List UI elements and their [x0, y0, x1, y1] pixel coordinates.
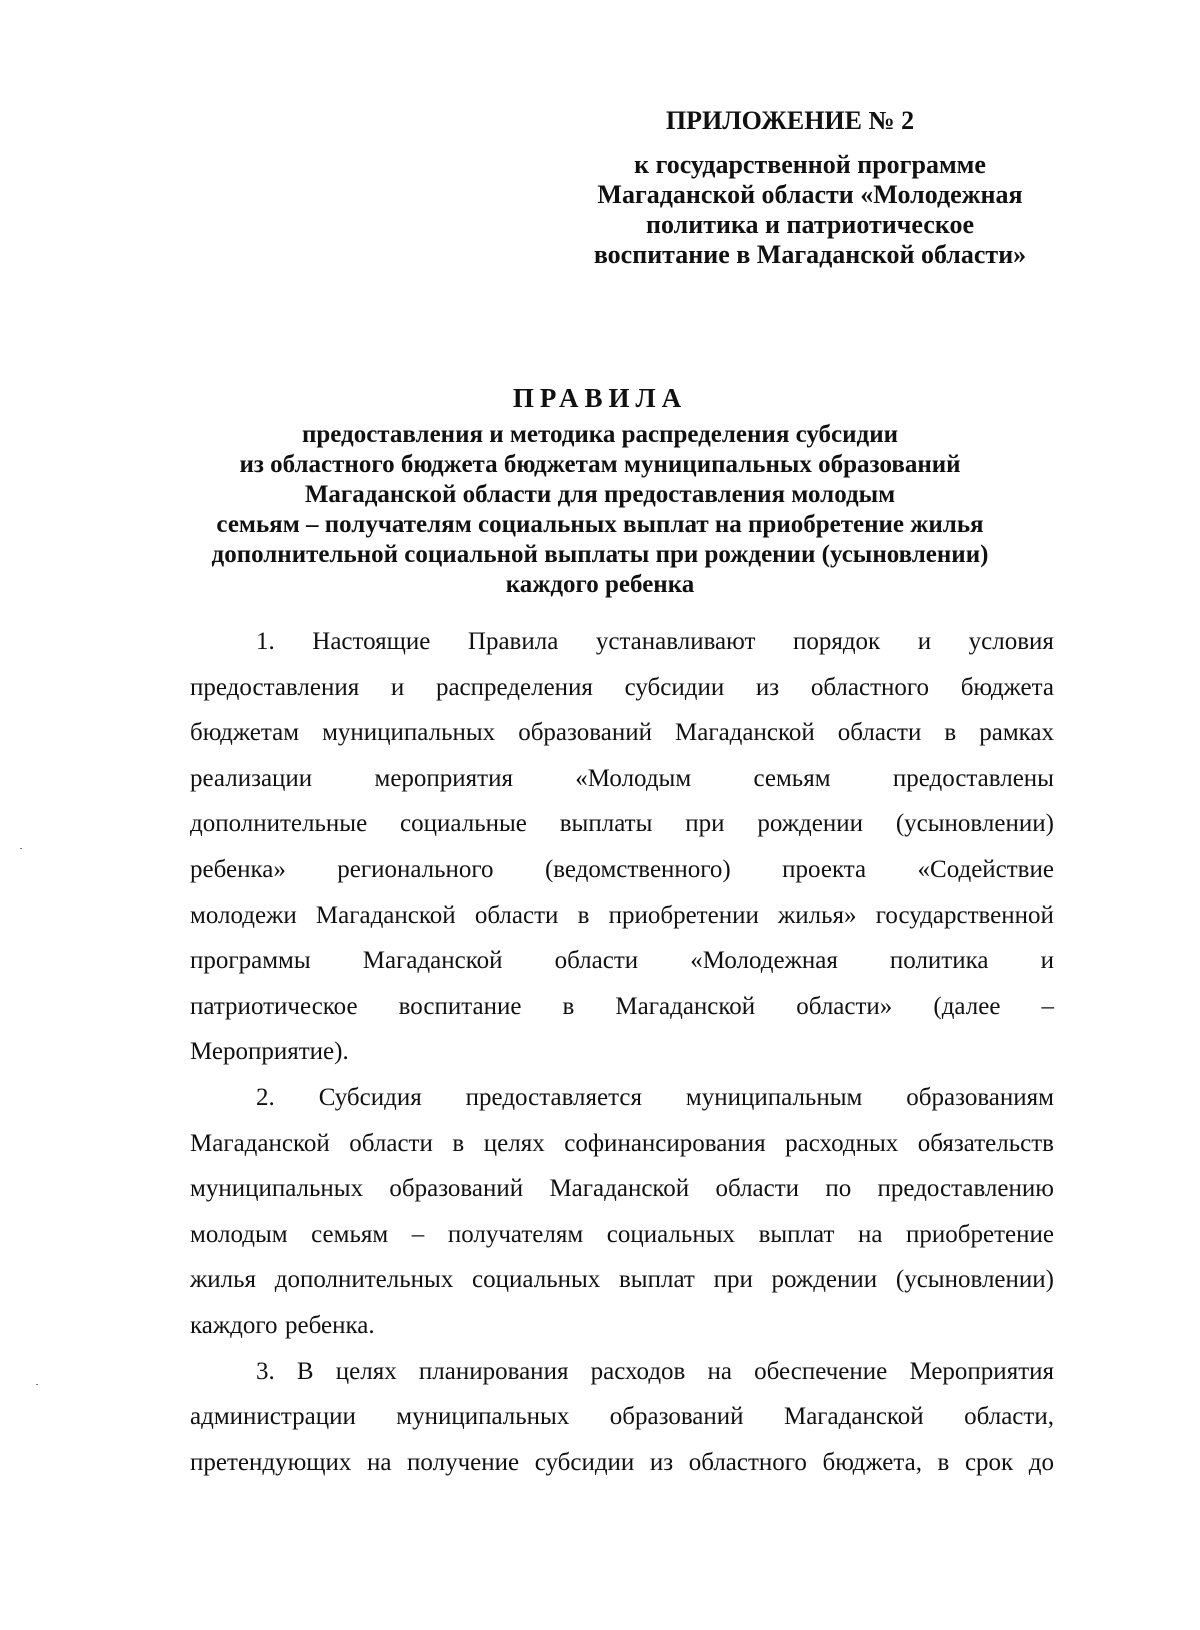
- paragraph: [190, 1349, 1054, 1486]
- body-text: [190, 619, 1054, 1485]
- paragraph-line: 2. Субсидия предоставляется муниципальным образованиям: [256, 1083, 1054, 1111]
- paragraph-line: предоставления и распределения субсидии из областного бюджета: [190, 673, 1054, 701]
- appendix-line: политика и патриотическое: [645, 210, 974, 239]
- scan-speck: [20, 848, 22, 849]
- appendix-header: [560, 106, 1060, 270]
- appendix-line: воспитание в Магаданской области»: [593, 240, 1027, 269]
- appendix-subtitle: [560, 150, 1060, 270]
- rules-subtitle-line: Магаданской области для предоставления молодым: [304, 481, 896, 508]
- paragraph-line: администрации муниципальных образований Магаданской области,: [190, 1403, 1054, 1431]
- paragraph-line: бюджетам муниципальных образований Магаданской области в рамках: [190, 719, 1054, 747]
- paragraph-line: дополнительные социальные выплаты при рождении (усыновлении): [190, 810, 1054, 838]
- paragraph-line: Мероприятие).: [190, 1038, 349, 1066]
- rules-subtitle-line: семьям – получателям социальных выплат на приобретение жилья: [216, 511, 984, 538]
- paragraph: [190, 619, 1054, 1075]
- paragraph-line: жилья дополнительных социальных выплат при рождении (усыновлении): [190, 1266, 1054, 1294]
- rules-subtitle-line: предоставления и методика распределения субсидии: [301, 421, 899, 448]
- paragraph-line: Магаданской области в целях софинансирования расходных обязательств: [190, 1129, 1054, 1157]
- paragraph-line: претендующих на получение субсидии из областного бюджета, в срок до: [190, 1448, 1054, 1476]
- rules-title: ПРАВИЛА: [512, 383, 688, 413]
- rules-heading: [160, 382, 1040, 600]
- paragraph-line: программы Магаданской области «Молодежная политика и: [190, 947, 1054, 975]
- paragraph: [190, 1075, 1054, 1349]
- paragraph-line: 3. В целях планирования расходов на обеспечение Мероприятия: [256, 1357, 1054, 1385]
- scan-speck: [36, 1384, 38, 1385]
- paragraph-line: муниципальных образований Магаданской области по предоставлению: [190, 1175, 1054, 1203]
- appendix-title: ПРИЛОЖЕНИЕ № 2: [665, 106, 915, 135]
- paragraph-line: 1. Настоящие Правила устанавливают порядок и условия: [256, 628, 1054, 655]
- paragraph-line: ребенка» регионального (ведомственного) проекта «Содействие: [190, 855, 1054, 883]
- paragraph-line: молодежи Магаданской области в приобретении жилья» государственной: [190, 901, 1054, 929]
- rules-subtitle-line: из областного бюджета бюджетам муниципальных образований: [239, 451, 961, 478]
- paragraph-line: каждого ребенка.: [190, 1311, 375, 1339]
- rules-subtitle-line: дополнительной социальной выплаты при рождении (усыновлении): [211, 541, 989, 568]
- rules-subtitle: [160, 420, 1040, 600]
- paragraph-line: молодым семьям – получателям социальных выплат на приобретение: [190, 1220, 1054, 1248]
- appendix-line: к государственной программе: [634, 150, 986, 179]
- rules-subtitle-line: каждого ребенка: [505, 571, 695, 598]
- paragraph-line: патриотическое воспитание в Магаданской области» (далее –: [190, 992, 1054, 1020]
- appendix-line: Магаданской области «Молодежная: [597, 180, 1023, 209]
- paragraph-line: реализации мероприятия «Молодым семьям предоставлены: [190, 764, 1054, 792]
